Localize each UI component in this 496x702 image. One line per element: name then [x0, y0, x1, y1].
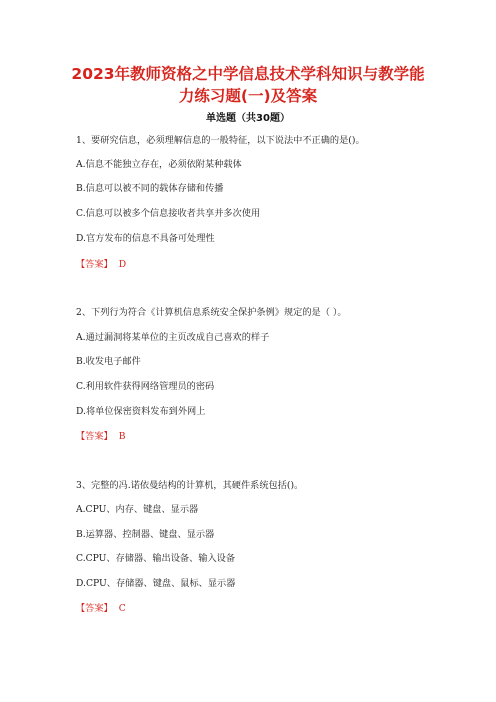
answer-label: 【答案】 [76, 431, 113, 442]
question-3-option-c: C.CPU、存储器、输出设备、输入设备 [76, 553, 236, 564]
question-2-answer [76, 430, 436, 444]
question-3-stem: 3、完整的冯.诺依曼结构的计算机，其硬件系统包括()。 [76, 480, 304, 491]
answer-value: B [118, 431, 126, 442]
section-title: 单选题（共30题） [206, 113, 290, 124]
document-title-line-2: 力练习题(一)及答案 [178, 87, 318, 105]
question-2-option-c: C.利用软件获得网络管理员的密码 [76, 381, 215, 392]
question-2-option-d: D.将单位保密资料发布到外网上 [76, 406, 206, 417]
document-title-line-1: 2023年教师资格之中学信息技术学科知识与教学能 [71, 65, 425, 83]
question-2-stem: 2、下列行为符合《计算机信息系统安全保护条例》规定的是（ ）。 [76, 307, 347, 318]
answer-value: C [118, 603, 126, 614]
question-1-option-b: B.信息可以被不同的载体存储和传播 [76, 183, 224, 194]
question-1-option-c: C.信息可以被多个信息接收者共享并多次使用 [76, 208, 261, 219]
answer-label: 【答案】 [76, 259, 113, 270]
question-3-option-b: B.运算器、控制器、键盘、显示器 [76, 529, 215, 540]
question-1-answer [76, 258, 436, 272]
answer-label: 【答案】 [76, 603, 113, 614]
question-2-option-a: A.通过漏洞将某单位的主页改成自己喜欢的样子 [76, 332, 270, 343]
question-3-option-a: A.CPU、内存、键盘、显示器 [76, 504, 199, 515]
question-2-option-b: B.收发电子邮件 [76, 356, 141, 367]
question-3-answer [76, 602, 436, 616]
question-1-option-d: D.官方发布的信息不具备可处理性 [76, 233, 215, 244]
question-1-stem: 1、要研究信息，必须理解信息的一般特征，以下说法中不正确的是()。 [76, 135, 365, 146]
question-3-option-d: D.CPU、存储器、键盘、鼠标、显示器 [76, 578, 236, 589]
question-1-option-a: A.信息不能独立存在，必须依附某种载体 [76, 159, 242, 170]
answer-value: D [118, 259, 127, 270]
